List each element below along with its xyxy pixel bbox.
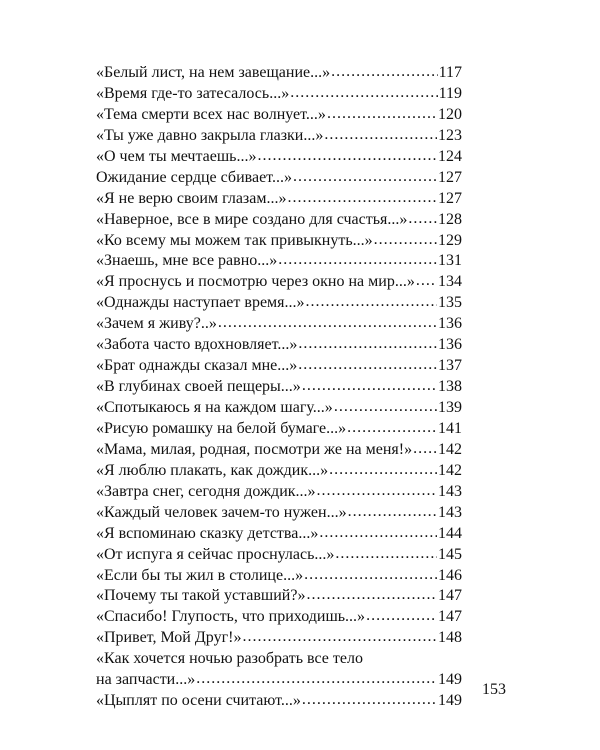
dot-leader <box>331 62 437 83</box>
toc-entry <box>96 168 462 189</box>
dot-leader <box>324 125 437 146</box>
dot-leader <box>290 83 437 104</box>
toc-entry <box>96 63 462 84</box>
toc-entry-page: 142 <box>438 461 462 479</box>
toc-entry-page: 148 <box>438 629 462 647</box>
toc-entry-page: 139 <box>438 399 462 416</box>
dot-leader <box>347 418 437 439</box>
toc-entry <box>96 210 462 231</box>
toc-entry-title: «Однажды наступает время...» <box>96 294 305 312</box>
toc-entry-title: «Зачем я живу?..» <box>96 315 217 333</box>
toc-entry <box>96 126 462 147</box>
toc-entry <box>96 314 462 335</box>
toc-entry-page: 119 <box>438 84 462 102</box>
toc-entry-page: 146 <box>438 566 462 584</box>
dot-leader <box>302 690 437 711</box>
dot-leader <box>293 167 437 188</box>
toc-entry-page: 149 <box>438 692 462 710</box>
toc-entry <box>96 419 462 440</box>
toc-entry-title: «Я вспоминаю сказку детства...» <box>96 524 319 542</box>
toc-entry-title: «Если бы ты жил в столице...» <box>96 566 304 584</box>
toc-entry-page: 147 <box>438 608 462 626</box>
toc-entry-title: «Брат однажды сказал мне...» <box>96 357 298 375</box>
toc-entry-page: 117 <box>438 64 462 81</box>
toc-entry <box>96 147 462 168</box>
dot-leader <box>257 146 437 167</box>
toc-entry-page: 135 <box>438 294 462 312</box>
toc-entry-title: «Наверное, все в мире создано для счастья...» <box>96 210 408 228</box>
toc-entry-title: «Я не верю своим глазам...» <box>96 189 287 207</box>
toc-entry-title: «Цыплят по осени считают...» <box>96 692 301 710</box>
toc-entry-title: «Белый лист, на нем завещание...» <box>96 64 331 81</box>
toc-entry-page: 134 <box>438 273 462 291</box>
toc-entry <box>96 105 462 126</box>
toc-entry-page: 144 <box>438 524 462 542</box>
toc-entry-page: 136 <box>438 336 462 354</box>
toc-entry-page: 131 <box>438 252 462 270</box>
toc-entry <box>96 440 462 461</box>
dot-leader <box>408 209 437 230</box>
dot-leader <box>306 292 437 313</box>
dot-leader <box>348 502 437 523</box>
dot-leader <box>287 188 437 209</box>
toc-entry-page: 137 <box>438 357 462 375</box>
toc-entry-page: 124 <box>438 147 462 165</box>
dot-leader <box>334 397 437 418</box>
dot-leader <box>416 271 437 292</box>
toc-entry <box>96 503 462 524</box>
dot-leader <box>278 250 437 271</box>
dot-leader <box>329 460 437 481</box>
dot-leader <box>298 334 437 355</box>
toc-entry <box>96 691 462 712</box>
toc-entry <box>96 628 462 649</box>
toc-entry-page: 141 <box>438 419 462 437</box>
toc-entry <box>96 84 462 105</box>
dot-leader <box>304 565 437 586</box>
toc-entry-page: 145 <box>438 545 462 563</box>
dot-leader <box>413 439 437 460</box>
dot-leader <box>218 313 437 334</box>
toc-entry-title: «Я проснусь и посмотрю через окно на мир...» <box>96 273 415 291</box>
toc-entry-title: «Время где-то затесалось...» <box>96 84 290 102</box>
toc-entry-page: 120 <box>438 105 462 123</box>
toc-entry-page: 149 <box>438 671 462 689</box>
toc-entry-title: «Завтра снег, сегодня дождик...» <box>96 482 316 500</box>
table-of-contents <box>96 63 462 712</box>
dot-leader <box>298 355 437 376</box>
toc-entry-title: «В глубинах своей пещеры...» <box>96 378 301 396</box>
dot-leader <box>306 585 437 606</box>
toc-entry <box>96 356 462 377</box>
toc-entry <box>96 189 462 210</box>
toc-entry <box>96 461 462 482</box>
toc-entry-page: 142 <box>438 440 462 458</box>
toc-entry-title: «Забота часто вдохновляет...» <box>96 336 298 354</box>
toc-entry <box>96 293 462 314</box>
toc-entry-title: «Ты уже давно закрыла глазки...» <box>96 126 324 144</box>
toc-entry-title: «Почему ты такой уставший?» <box>96 587 306 605</box>
toc-entry-title: «Знаешь, мне все равно...» <box>96 252 278 270</box>
toc-entry-title: «О чем ты мечтаешь...» <box>96 147 257 165</box>
dot-leader <box>327 104 437 125</box>
toc-entry-title-line1: «Как хочется ночью разобрать все тело <box>96 650 363 668</box>
dot-leader <box>196 669 437 690</box>
toc-entry <box>96 482 462 503</box>
page-number: 153 <box>482 681 506 698</box>
toc-entry-title: «Каждый человек зачем-то нужен...» <box>96 503 347 521</box>
toc-entry <box>96 377 462 398</box>
toc-entry <box>96 649 462 691</box>
toc-entry <box>96 586 462 607</box>
toc-entry-page: 143 <box>438 503 462 521</box>
toc-entry-title: на запчасти...» <box>96 671 196 689</box>
toc-entry-title: «Тема смерти всех нас волнует...» <box>96 105 326 123</box>
toc-entry-title: «Ко всему мы можем так привыкнуть...» <box>96 231 373 249</box>
toc-entry <box>96 398 462 419</box>
dot-leader <box>319 523 437 544</box>
toc-entry-title: «От испуга я сейчас проснулась...» <box>96 545 335 563</box>
toc-entry-page: 143 <box>438 482 462 500</box>
toc-entry-page: 127 <box>438 189 462 207</box>
toc-entry-page: 138 <box>438 378 462 396</box>
toc-entry-title: «Спотыкаюсь я на каждом шагу...» <box>96 399 333 416</box>
dot-leader <box>317 481 437 502</box>
toc-entry <box>96 607 462 628</box>
toc-entry-title: Ожидание сердце сбивает...» <box>96 168 292 186</box>
dot-leader <box>242 627 437 648</box>
toc-entry-page: 128 <box>438 210 462 228</box>
toc-entry <box>96 272 462 293</box>
toc-entry <box>96 524 462 545</box>
toc-entry-title: «Привет, Мой Друг!» <box>96 629 242 647</box>
toc-entry-page: 127 <box>438 168 462 186</box>
dot-leader <box>302 376 437 397</box>
toc-entry-title: «Мама, милая, родная, посмотри же на меня!» <box>96 440 413 458</box>
toc-entry-title: «Я люблю плакать, как дождик...» <box>96 461 329 479</box>
dot-leader <box>374 230 437 251</box>
toc-entry-page: 123 <box>438 126 462 144</box>
toc-entry <box>96 566 462 587</box>
toc-entry <box>96 251 462 272</box>
toc-entry <box>96 231 462 252</box>
dot-leader <box>335 544 437 565</box>
toc-entry-title: «Рисую ромашку на белой бумаге...» <box>96 419 347 437</box>
toc-entry-line <box>96 670 462 691</box>
dot-leader <box>366 606 437 627</box>
toc-entry <box>96 545 462 566</box>
toc-entry-page: 129 <box>438 231 462 249</box>
toc-entry-page: 147 <box>438 587 462 605</box>
toc-entry-page: 136 <box>438 315 462 333</box>
toc-entry <box>96 335 462 356</box>
toc-entry-title: «Спасибо! Глупость, что приходишь...» <box>96 608 366 626</box>
